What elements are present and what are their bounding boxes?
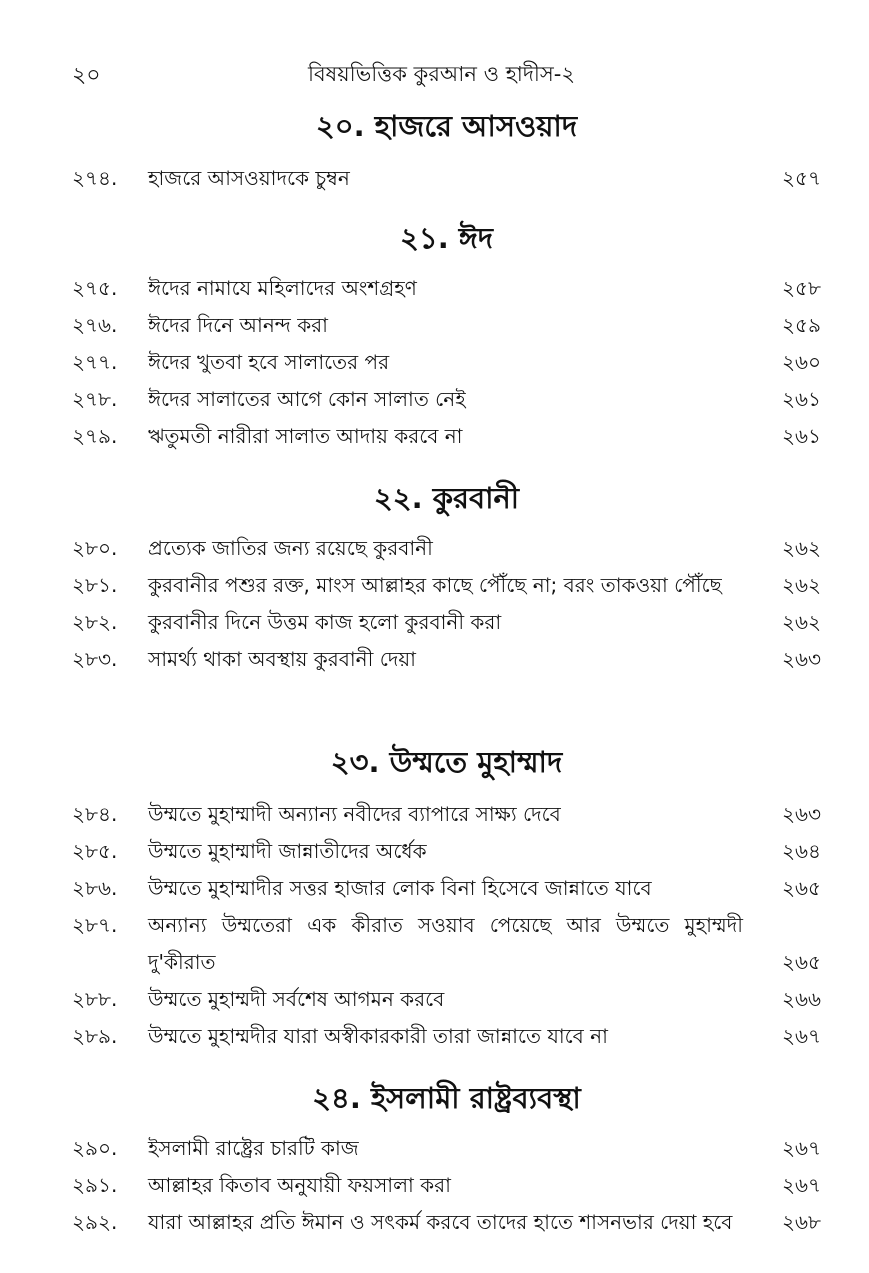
entry-page-number: ২৬৮ (782, 1210, 821, 1234)
toc-section (72, 476, 821, 678)
toc-section (72, 1076, 821, 1241)
entry-number: ২৭৭. (72, 350, 118, 374)
entry-text: ঈদের দিনে আনন্দ করা (148, 313, 328, 337)
entry-text: ঋতুমতী নারীরা সালাত আদায় করবে না (148, 424, 463, 448)
toc-entry (72, 381, 821, 418)
toc-entry (72, 270, 821, 307)
toc-entry (72, 160, 821, 197)
entry-number: ২৯১. (72, 1173, 118, 1197)
entry-number: ২৮১. (72, 573, 118, 597)
entry-number: ২৮৩. (72, 647, 118, 671)
entry-number: ২৮৪. (72, 802, 118, 826)
entry-number: ২৮৫. (72, 839, 118, 863)
entry-page-number: ২৬২ (781, 536, 821, 560)
entry-number: ২৮৯. (72, 1024, 118, 1048)
entry-page-number: ২৬৭ (781, 1136, 821, 1160)
toc-entry (72, 530, 821, 567)
running-title: বিষয়ভিত্তিক কুরআন ও হাদীস-২ (307, 62, 576, 86)
entry-page-number: ২৬১ (782, 424, 821, 448)
toc-section (72, 104, 821, 197)
entry-page-number: ২৬২ (781, 573, 821, 597)
page-number: ২০ (72, 63, 101, 88)
entry-text: উম্মতে মুহাম্মাদী অন্যান্য নবীদের ব্যাপারে সাক্ষ্য দেবে (148, 802, 561, 826)
entry-text: হাজরে আসওয়াদকে চুম্বন (148, 166, 350, 190)
entry-number: ২৯২. (72, 1210, 118, 1234)
section-title: ২১. ঈদ (400, 221, 493, 255)
entry-number: ২৮৮. (72, 987, 118, 1011)
entry-text: উম্মতে মুহাম্মদী সর্বশেষ আগমন করবে (148, 987, 445, 1011)
section-title: ২৩. উম্মতে মুহাম্মাদ (330, 745, 563, 779)
entry-page-number: ২৬৩ (781, 647, 821, 671)
entry-number: ২৭৪. (72, 166, 118, 190)
page-header (72, 58, 811, 92)
entry-text: ঈদের সালাতের আগে কোন সালাত নেই (148, 387, 466, 411)
entry-text: সামর্থ্য থাকা অবস্থায় কুরবানী দেয়া (148, 647, 416, 671)
entry-page-number: ২৬৪ (782, 839, 821, 863)
toc-entry (72, 418, 821, 455)
entry-page-number: ২৬৩ (781, 802, 821, 826)
entry-text: অন্যান্য উম্মতেরা এক কীরাত সওয়াব পেয়েছে আর উম্মতে মুহাম্মদী দু'কীরাত (148, 913, 743, 974)
entry-number: ২৮৭. (72, 913, 118, 937)
entry-page-number: ২৬৭ (781, 1024, 821, 1048)
entry-page-number: ২৬৬ (781, 987, 821, 1011)
entry-number: ২৭৯. (72, 424, 118, 448)
section-title: ২৪. ইসলামী রাষ্ট্রব্যবস্থা (312, 1081, 581, 1115)
entry-text: ইসলামী রাষ্ট্রের চারটি কাজ (148, 1136, 359, 1160)
section-title: ২০. হাজরে আসওয়াদ (315, 109, 578, 143)
entry-text: উম্মতে মুহাম্মাদীর সত্তর হাজার লোক বিনা হিসেবে জান্নাতে যাবে (148, 876, 652, 900)
entry-text: প্রত্যেক জাতির জন্য রয়েছে কুরবানী (148, 536, 433, 560)
toc-entry (72, 307, 821, 344)
toc-entry (72, 641, 821, 678)
toc-entry (72, 1018, 821, 1055)
entry-page-number: ২৬১ (782, 387, 821, 411)
toc-section (72, 216, 821, 455)
toc-section (72, 740, 821, 1055)
entry-page-number: ২৬৭ (781, 1173, 821, 1197)
toc-entry (72, 907, 821, 981)
entry-number: ২৭৬. (72, 313, 118, 337)
entry-text: যারা আল্লাহর প্রতি ঈমান ও সৎকর্ম করবে তাদের হাতে শাসনভার দেয়া হবে (148, 1210, 733, 1234)
entry-text: ঈদের খুতবা হবে সালাতের পর (148, 350, 390, 374)
entry-number: ২৮২. (72, 610, 118, 634)
entry-page-number: ২৫৮ (782, 276, 821, 300)
entry-page-number: ২৬৫ (782, 876, 821, 900)
entry-text: উম্মতে মুহাম্মাদী জান্নাতীদের অর্ধেক (148, 839, 427, 863)
entry-text: কুরবানীর দিনে উত্তম কাজ হলো কুরবানী করা (148, 610, 502, 634)
entry-number: ২৭৮. (72, 387, 118, 411)
toc-entry (72, 796, 821, 833)
toc-entry (72, 567, 821, 604)
toc-entry (72, 1167, 821, 1204)
toc-entry (72, 833, 821, 870)
entry-text: কুরবানীর পশুর রক্ত, মাংস আল্লাহর কাছে পৌঁছে না; বরং তাকওয়া পৌঁছে (148, 573, 722, 597)
entry-page-number: ২৬৫ (782, 950, 821, 974)
entry-page-number: ২৬০ (781, 350, 821, 374)
entry-number: ২৭৫. (72, 276, 118, 300)
entry-page-number: ২৬২ (781, 610, 821, 634)
entry-text: আল্লাহর কিতাব অনুযায়ী ফয়সালা করা (148, 1173, 451, 1197)
toc-entry (72, 981, 821, 1018)
toc-entry (72, 1130, 821, 1167)
toc-entry (72, 604, 821, 641)
toc-entry (72, 344, 821, 381)
entry-text: উম্মতে মুহাম্মদীর যারা অস্বীকারকারী তারা জান্নাতে যাবে না (148, 1024, 608, 1048)
entry-page-number: ২৫৭ (782, 166, 821, 190)
toc-entry (72, 1204, 821, 1241)
entry-page-number: ২৫৯ (782, 313, 821, 337)
entry-number: ২৯০. (72, 1136, 118, 1160)
toc-entry (72, 870, 821, 907)
section-title: ২২. কুরবানী (373, 481, 520, 515)
entry-text: ঈদের নামাযে মহিলাদের অংশগ্রহণ (148, 276, 417, 300)
entry-number: ২৮০. (72, 536, 118, 560)
entry-number: ২৮৬. (72, 876, 118, 900)
